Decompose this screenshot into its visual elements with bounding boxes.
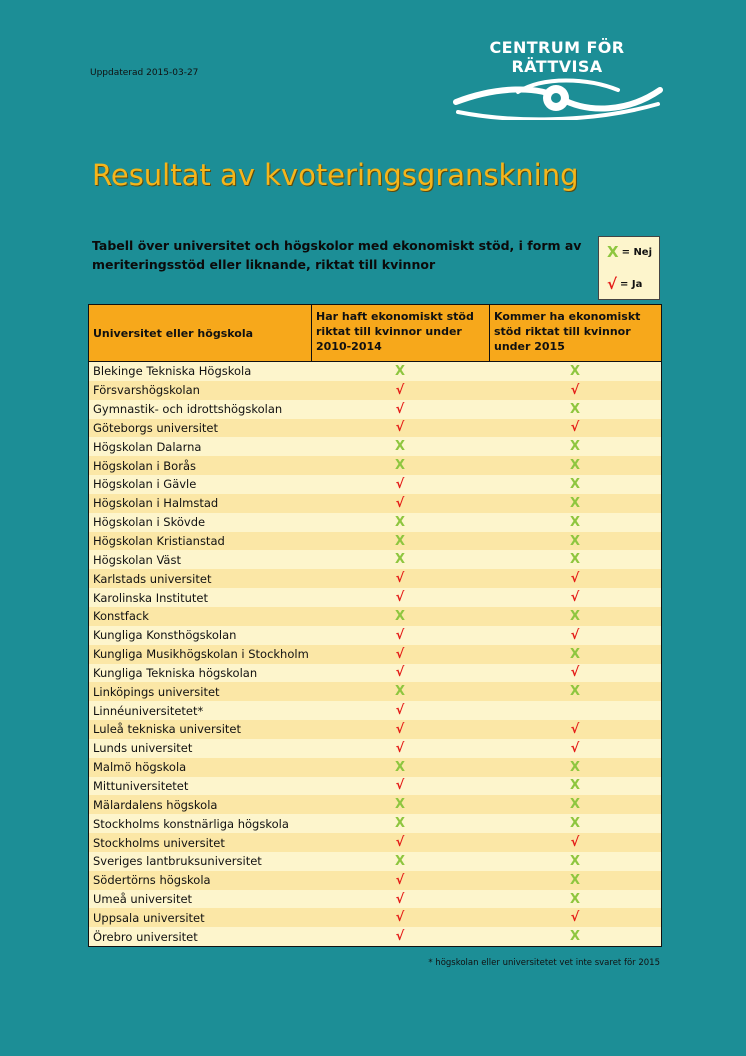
institution-name: Karlstads universitet [93,571,212,586]
check-mark-icon: √ [570,627,580,643]
cell-2015 [489,797,661,812]
cell-2015 [489,778,661,793]
cell-2015 [489,929,661,944]
check-mark-icon: √ [570,910,580,926]
check-mark-icon: √ [607,275,618,293]
cell-2010-2014 [311,477,489,492]
check-mark-icon: √ [395,382,405,398]
x-mark-icon: X [569,891,581,907]
header-2015: Kommer ha ekonomiskt stöd riktat till kvinnor under 2015 [489,305,661,361]
table-row [89,739,661,758]
table-row [89,664,661,683]
cell-2015 [489,892,661,907]
institution-name: Kungliga Tekniska högskolan [93,665,258,680]
check-mark-icon: √ [570,571,580,587]
cell-2015 [489,590,661,605]
institution-name: Uppsala universitet [93,910,205,925]
institution-name: Luleå tekniska universitet [93,722,242,737]
x-mark-icon: X [394,759,406,775]
cell-2010-2014 [311,665,489,680]
institution-name: Högskolan i Skövde [93,515,206,530]
check-mark-icon: √ [395,476,405,492]
cell-2010-2014 [311,910,489,925]
table-body [89,362,661,946]
subtitle: Tabell över universitet och högskolor med ekonomiskt stöd, i form av meriteringsstöd eller liknande, riktat till kvinnor [92,238,582,272]
x-mark-icon: X [569,458,581,474]
institution-name: Örebro universitet [93,929,198,944]
cell-2010-2014 [311,722,489,737]
check-mark-icon: √ [395,665,405,681]
x-mark-icon: X [394,797,406,813]
x-mark-icon: X [569,439,581,455]
institution-name: Högskolan Kristianstad [93,534,225,549]
check-mark-icon: √ [395,891,405,907]
institution-name: Malmö högskola [93,760,187,775]
table-row [89,890,661,909]
x-mark-icon: X [569,533,581,549]
x-mark-icon: X [569,514,581,530]
check-mark-icon: √ [395,835,405,851]
table-row [89,908,661,927]
x-mark-icon: X [394,853,406,869]
check-mark-icon: √ [395,590,405,606]
institution-name: Högskolan i Gävle [93,477,197,492]
check-mark-icon: √ [395,571,405,587]
table-row [89,607,661,626]
cell-2010-2014 [311,873,489,888]
cell-2010-2014 [311,684,489,699]
cell-2010-2014 [311,835,489,850]
cell-2010-2014 [311,515,489,530]
cell-2015 [489,515,661,530]
table-row [89,777,661,796]
check-mark-icon: √ [570,835,580,851]
cell-2010-2014 [311,496,489,511]
check-mark-icon: √ [395,740,405,756]
table-row [89,720,661,739]
x-mark-icon: X [569,797,581,813]
table-row [89,682,661,701]
legend-yes [607,275,642,293]
cell-2015 [489,741,661,756]
table-row [89,513,661,532]
check-mark-icon: √ [395,627,405,643]
institution-name: Umeå universitet [93,892,193,907]
cell-2015 [489,383,661,398]
table-row [89,833,661,852]
check-mark-icon: √ [395,401,405,417]
table-row [89,362,661,381]
cell-2010-2014 [311,383,489,398]
logo-text: CENTRUM FÖR RÄTTVISA [489,38,625,76]
cell-2015 [489,647,661,662]
legend [598,236,660,300]
x-mark-icon: X [569,684,581,700]
x-mark-icon: X [569,872,581,888]
check-mark-icon: √ [395,420,405,436]
cell-2010-2014 [311,892,489,907]
cell-2015 [489,420,661,435]
table-row [89,852,661,871]
legend-no [607,243,652,261]
cell-2015 [489,873,661,888]
institution-name: Göteborgs universitet [93,420,219,435]
table-row [89,381,661,400]
x-mark-icon: X [569,608,581,624]
cell-2010-2014 [311,609,489,624]
cell-2015 [489,458,661,473]
x-mark-icon: X [569,778,581,794]
cell-2015 [489,722,661,737]
check-mark-icon: √ [395,872,405,888]
institution-name: Kungliga Konsthögskolan [93,628,237,643]
check-mark-icon: √ [395,929,405,945]
check-mark-icon: √ [570,740,580,756]
check-mark-icon: √ [395,778,405,794]
institution-name: Mälardalens högskola [93,797,218,812]
x-mark-icon: X [569,401,581,417]
cell-2010-2014 [311,647,489,662]
cell-2015 [489,835,661,850]
cell-2015 [489,628,661,643]
cell-2010-2014 [311,402,489,417]
institution-name: Lunds universitet [93,741,193,756]
cell-2015 [489,534,661,549]
check-mark-icon: √ [395,703,405,719]
check-mark-icon: √ [570,721,580,737]
updated-date: Uppdaterad 2015-03-27 [90,68,199,78]
check-mark-icon: √ [395,646,405,662]
institution-name: Högskolan i Borås [93,458,196,473]
cell-2015 [489,760,661,775]
cell-2010-2014 [311,929,489,944]
cell-2015 [489,854,661,869]
table-row [89,400,661,419]
eye-logo-icon [448,78,666,120]
x-mark-icon: X [569,759,581,775]
cell-2010-2014 [311,364,489,379]
institution-name: Sveriges lantbruksuniversitet [93,854,262,869]
cell-2015 [489,439,661,454]
cell-2015 [489,910,661,925]
cell-2010-2014 [311,552,489,567]
x-mark-icon: X [569,929,581,945]
check-mark-icon: √ [395,910,405,926]
x-mark-icon: X [394,552,406,568]
table-row [89,569,661,588]
cell-2010-2014 [311,590,489,605]
institution-name: Södertörns högskola [93,873,211,888]
legend-no-label: = Nej [621,246,653,258]
table-row [89,814,661,833]
institution-name: Linköpings universitet [93,684,220,699]
cell-2010-2014 [311,439,489,454]
x-mark-icon: X [394,363,406,379]
cell-2010-2014 [311,797,489,812]
table-row [89,475,661,494]
table-row [89,456,661,475]
x-mark-icon: X [394,458,406,474]
institution-name: Högskolan i Halmstad [93,496,219,511]
institution-name: Stockholms konstnärliga högskola [93,816,289,831]
table-row [89,758,661,777]
x-mark-icon: X [607,243,619,261]
cell-2010-2014 [311,854,489,869]
legend-yes-label: = Ja [620,278,643,290]
results-table [88,304,662,947]
institution-name: Mittuniversitetet [93,778,189,793]
table-row [89,419,661,438]
institution-name: Stockholms universitet [93,835,225,850]
page-title: Resultat av kvoteringsgranskning [92,158,579,192]
cell-2010-2014 [311,628,489,643]
cell-2010-2014 [311,534,489,549]
cell-2015 [489,477,661,492]
x-mark-icon: X [394,684,406,700]
x-mark-icon: X [569,495,581,511]
check-mark-icon: √ [395,721,405,737]
table-row [89,626,661,645]
cell-2010-2014 [311,458,489,473]
table-row [89,795,661,814]
x-mark-icon: X [569,646,581,662]
table-row [89,927,661,946]
x-mark-icon: X [394,608,406,624]
check-mark-icon: √ [395,495,405,511]
institution-name: Högskolan Dalarna [93,439,202,454]
cell-2015 [489,571,661,586]
table-header [89,305,661,362]
institution-name: Karolinska Institutet [93,590,208,605]
logo [448,38,666,120]
table-row [89,532,661,551]
table-row [89,437,661,456]
cell-2010-2014 [311,816,489,831]
check-mark-icon: √ [570,665,580,681]
x-mark-icon: X [569,552,581,568]
institution-name: Konstfack [93,609,149,624]
x-mark-icon: X [569,476,581,492]
cell-2010-2014 [311,571,489,586]
cell-2015 [489,402,661,417]
cell-2010-2014 [311,741,489,756]
table-row [89,871,661,890]
table-row [89,550,661,569]
table-row [89,588,661,607]
table-row [89,645,661,664]
cell-2015 [489,364,661,379]
cell-2015 [489,665,661,680]
institution-name: Kungliga Musikhögskolan i Stockholm [93,647,309,662]
cell-2010-2014 [311,778,489,793]
cell-2015 [489,684,661,699]
institution-name: Blekinge Tekniska Högskola [93,364,252,379]
check-mark-icon: √ [570,590,580,606]
cell-2015 [489,609,661,624]
cell-2015 [489,552,661,567]
header-2010-2014: Har haft ekonomiskt stöd riktat till kvinnor under 2010-2014 [311,305,489,361]
table-row [89,701,661,720]
cell-2015 [489,496,661,511]
institution-name: Högskolan Väst [93,552,181,567]
institution-name: Gymnastik- och idrottshögskolan [93,402,283,417]
footnote: * högskolan eller universitetet vet inte svaret för 2015 [428,958,660,968]
x-mark-icon: X [569,816,581,832]
cell-2010-2014 [311,703,489,718]
header-institution: Universitet eller högskola [93,326,254,340]
x-mark-icon: X [394,816,406,832]
institution-name: Linnéuniversitetet* [93,703,204,718]
cell-2010-2014 [311,420,489,435]
table-row [89,494,661,513]
x-mark-icon: X [394,533,406,549]
x-mark-icon: X [394,439,406,455]
x-mark-icon: X [569,853,581,869]
cell-2010-2014 [311,760,489,775]
institution-name: Försvarshögskolan [93,383,200,398]
check-mark-icon: √ [570,382,580,398]
cell-2015 [489,816,661,831]
check-mark-icon: √ [570,420,580,436]
x-mark-icon: X [569,363,581,379]
x-mark-icon: X [394,514,406,530]
